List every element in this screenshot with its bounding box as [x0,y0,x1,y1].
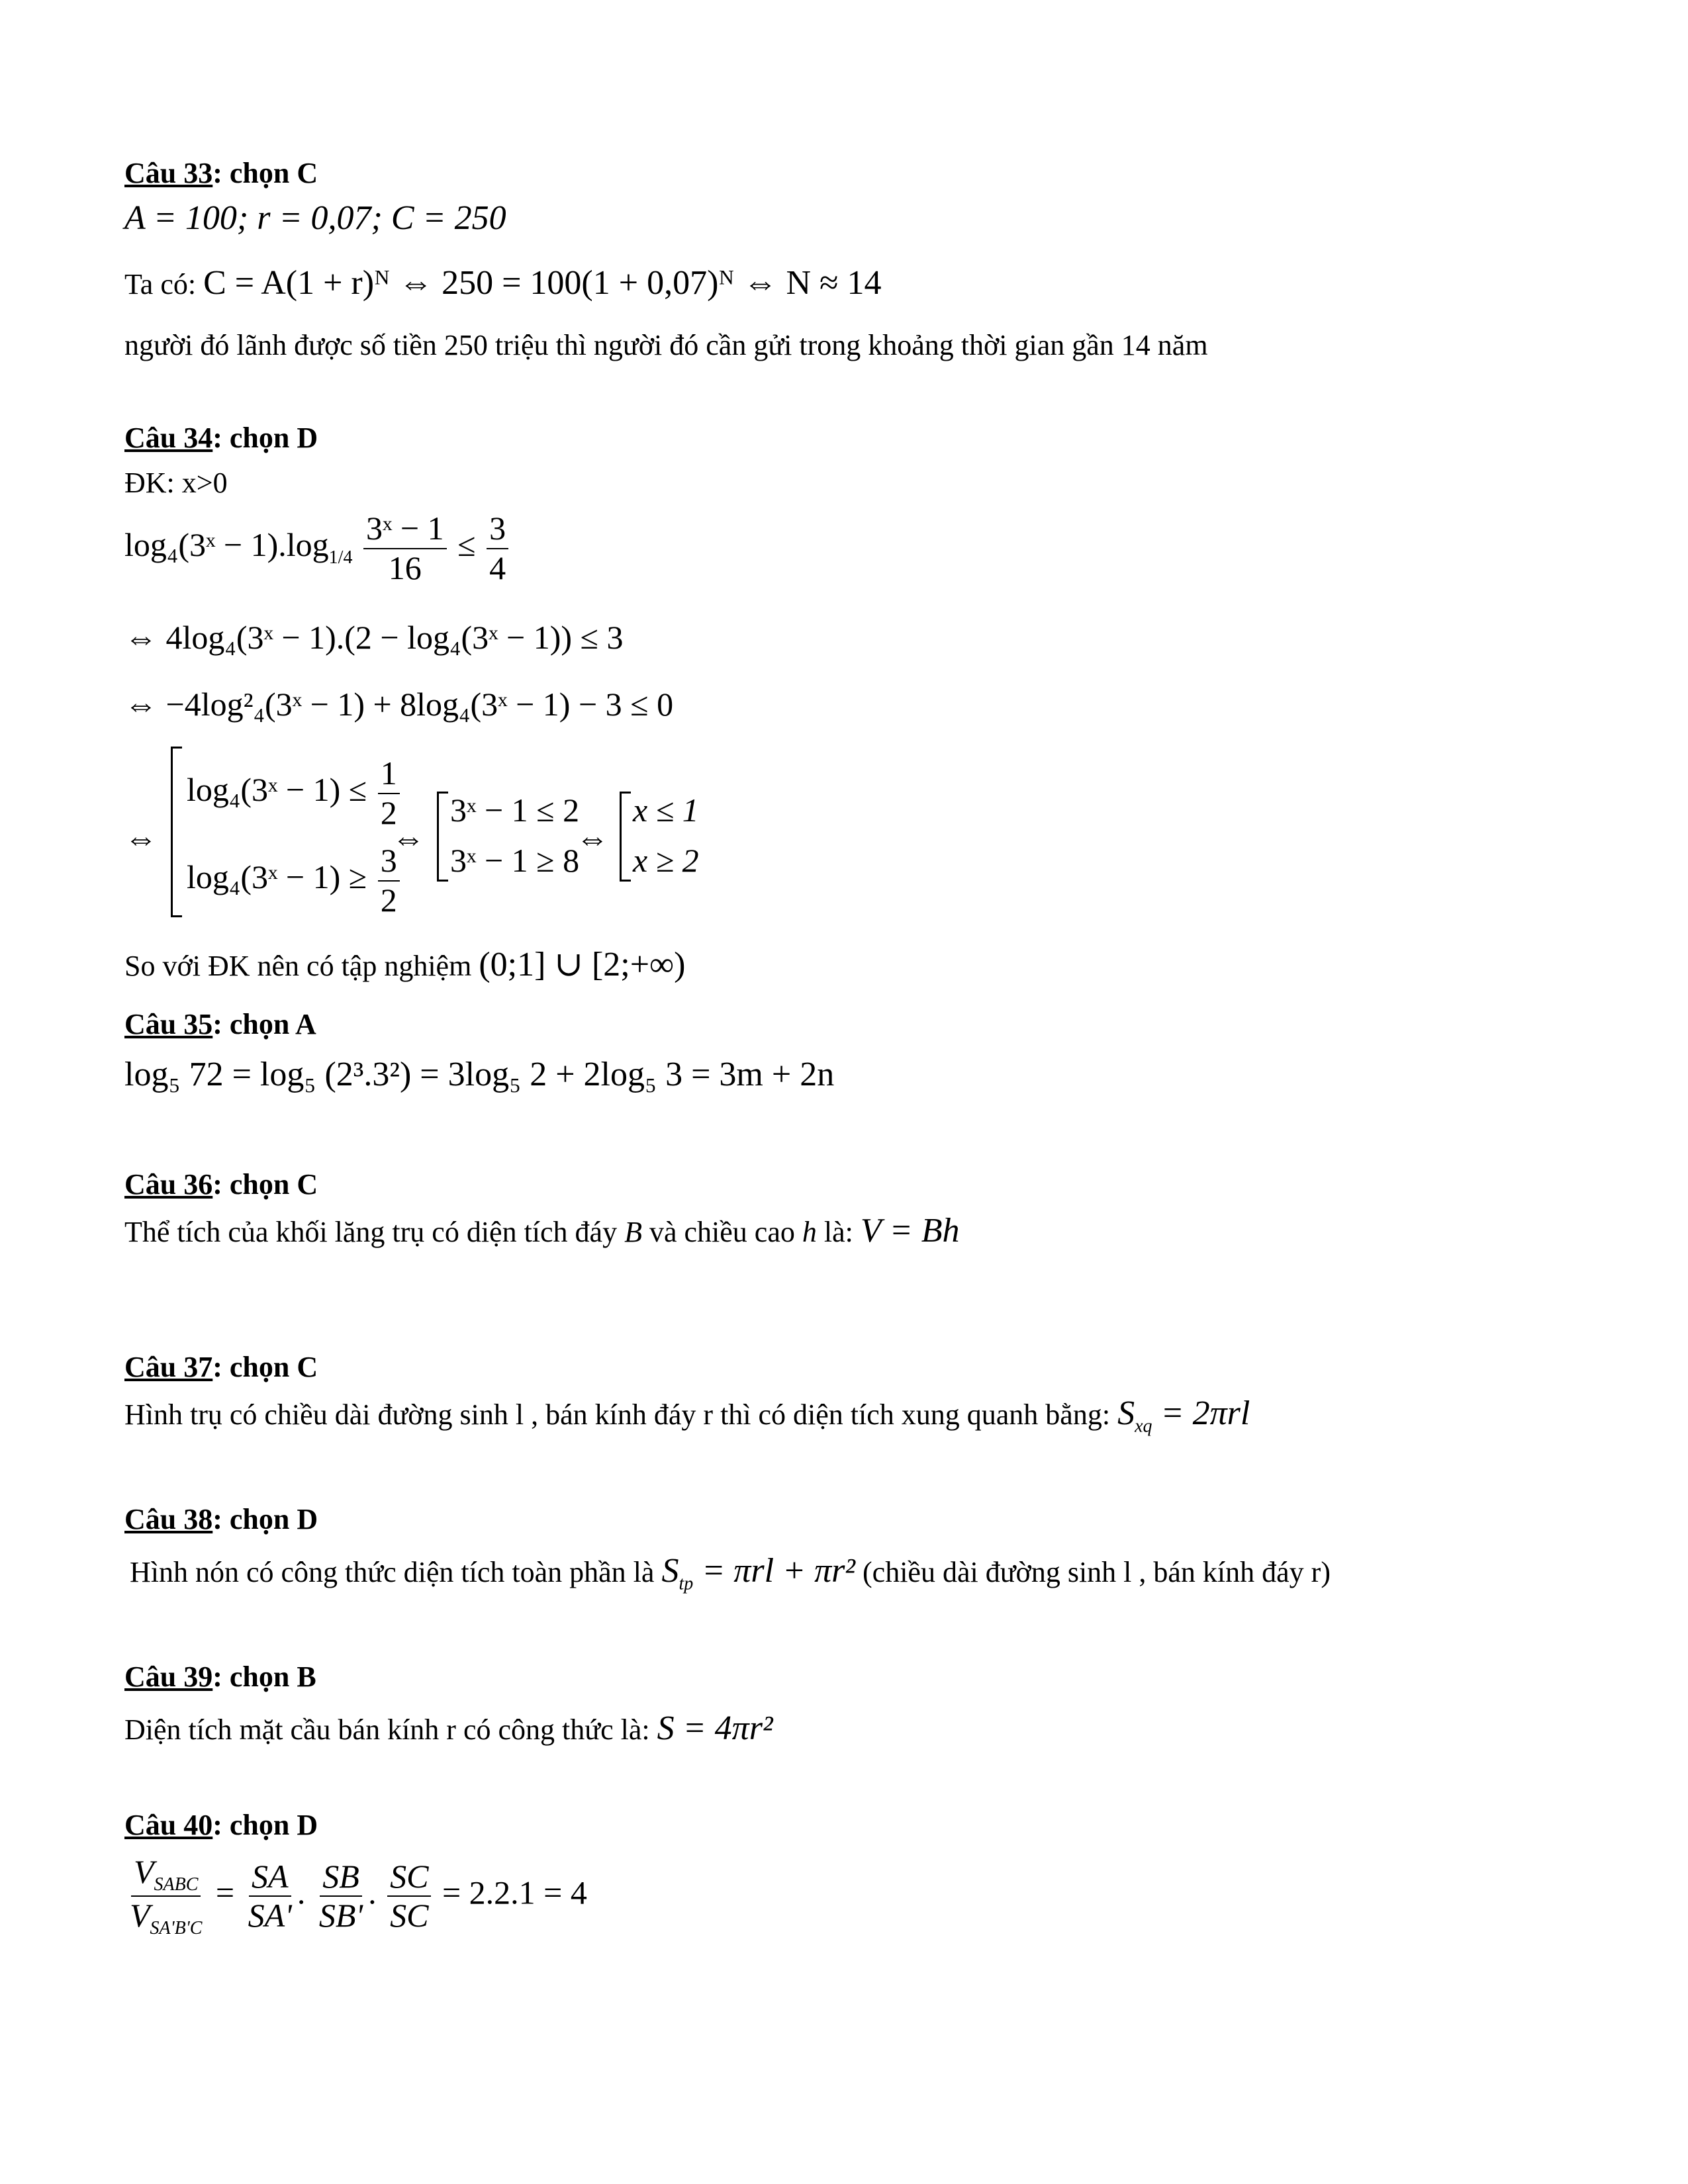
q40-v-num [131,1853,201,1897]
q40-f3-den: SC [390,1897,429,1934]
q38-heading [124,1502,318,1537]
q34-sys-a1-text: log₄(3ˣ − 1) ≤ [187,770,367,808]
q40-v-num-main: V [133,1853,154,1890]
q40-v-den-main: V [130,1897,150,1934]
q40-choice: : chọn D [212,1809,318,1841]
q34-solution-text: So với ĐK nên có tập nghiệm [124,950,472,982]
q34-sys-a2-text: log₄(3ˣ − 1) ≥ [187,858,367,895]
q40-f1-den: SA' [248,1897,292,1934]
q39-text: Diện tích mặt cầu bán kính r có công thức là: [124,1713,650,1746]
q34-le: ≤ [457,525,476,563]
q34-equiv-2: ⇔ [392,819,425,856]
q36-text-c: là: [816,1216,853,1248]
q35-formula: log₅ 72 = log₅ (2³.3²) = 3log₅ 2 + 2log₅ 3 = 3m + 2n [124,1056,835,1093]
q34-step2: ⇔ 4log₄(3ˣ − 1).(2 − log₄(3ˣ − 1)) ≤ 3 [124,619,624,656]
q40-frac3 [387,1858,431,1935]
q37-formula-s: S [1117,1394,1135,1432]
q34-heading [124,421,318,455]
q40-heading [124,1808,318,1843]
q34-equiv-3: ⇔ [576,819,609,856]
q38-formula-s: S [661,1552,679,1590]
q34-sys-c1: x ≤ 1 [633,792,699,829]
q37-formula [1117,1394,1250,1437]
q34-step1-left: log₄(3ˣ − 1).log [124,525,329,563]
q40-frac1 [246,1858,295,1935]
q40-volume-ratio [127,1853,205,1939]
q34-frac2-num: 3 [487,510,508,549]
q38-formula-rest: = πrl + πr² [702,1552,856,1590]
q39-choice: : chọn B [212,1661,316,1693]
q34-sys-a2 [187,842,402,919]
q34-solution [124,948,685,983]
q33-ta-co: Ta có: [124,268,197,300]
q40-f1-num: SA [249,1858,291,1897]
q33-choice: : chọn C [212,157,318,189]
q40-result: = 2.2.1 = 4 [442,1874,587,1911]
q34-frac1-num: 3ˣ − 1 [363,510,447,549]
q38-note: (chiều dài đường sinh l , bán kính đáy r) [863,1556,1331,1588]
q38-text-line [130,1554,1331,1601]
q38-formula-sub: tp [679,1573,694,1594]
q34-step1 [124,510,511,587]
q40-formula: $\frac{V_{SABC}}{V_{SA'B'C}}$ = $\frac{SA}{SA'}$ . $\frac{SB}{SB'}$ . $\frac{SC}{SC}$ = 2.2.1 = 4 [124,1853,587,1939]
q34-frac2-den: 4 [489,549,506,586]
q40-f2-den: SB' [318,1897,363,1934]
q36-label: Câu 36 [124,1168,213,1201]
q34-frac2 [487,510,508,587]
q34-solution-set: (0;1] ∪ [2;+∞) [479,946,686,983]
q35-label: Câu 35 [124,1008,213,1040]
q35-heading [124,1007,316,1042]
q34-step3: ⇔ −4log²₄(3ˣ − 1) + 8log₄(3ˣ − 1) − 3 ≤ 0 [124,686,674,723]
q38-formula [661,1552,856,1594]
q36-heading [124,1167,318,1202]
q33-label: Câu 33 [124,157,213,189]
q39-heading [124,1660,316,1694]
q37-choice: : chọn C [212,1351,318,1383]
q40-v-den [127,1897,205,1939]
q40-f2-num: SB [320,1858,362,1897]
q34-sys-a1-den: 2 [380,794,397,831]
q36-text-b: và chiều cao [641,1216,802,1248]
q38-choice: : chọn D [212,1503,318,1535]
q34-bracket-2 [437,792,448,882]
q33-heading [124,156,318,191]
q37-formula-sub: xq [1135,1416,1152,1437]
q37-heading [124,1350,318,1385]
q33-given: A = 100; r = 0,07; C = 250 [124,199,506,237]
q34-label: Câu 34 [124,422,213,454]
q36-formula: V = Bh [860,1212,960,1250]
q34-condition: ĐK: x>0 [124,467,228,499]
q34-frac1 [363,510,447,587]
q34-choice: : chọn D [212,422,318,454]
q34-frac1-den: 16 [388,549,422,586]
q37-formula-rest: = 2πrl [1160,1394,1250,1432]
q35-choice: : chọn A [212,1008,316,1040]
q40-v-num-sub: SABC [154,1874,199,1895]
q33-formula: C = A(1 + r)ᴺ ⇔ 250 = 100(1 + 0,07)ᴺ ⇔ N ≈ 14 [203,264,882,302]
q33-conclusion: người đó lãnh được số tiền 250 triệu thì người đó cần gửi trong khoảng thời gian gần 14 năm [124,329,1208,361]
q37-text-line [124,1396,1250,1443]
q37-text: Hình trụ có chiều dài đường sinh l , bán kính đáy r thì có diện tích xung quanh bằng: [124,1398,1111,1431]
q36-choice: : chọn C [212,1168,318,1201]
q40-frac2 [316,1858,365,1935]
q34-sys-b1: 3ˣ − 1 ≤ 2 [450,792,580,829]
q34-bracket-1 [171,747,182,917]
q34-sys-a1-num: 1 [378,754,400,794]
q36-var-h: h [802,1216,817,1248]
q36-text-a: Thể tích của khối lăng trụ có diện tích đáy [124,1216,625,1248]
q34-bracket-3 [620,792,631,882]
q34-sys-a1 [187,754,402,832]
q39-label: Câu 39 [124,1661,213,1693]
q33-formula-line [124,266,882,302]
q34-sys-a2-num: 3 [378,842,400,882]
q34-equiv-1: ⇔ [124,819,158,856]
q34-sys-b2: 3ˣ − 1 ≥ 8 [450,842,580,879]
q40-label: Câu 40 [124,1809,213,1841]
q40-v-den-sub: SA'B'C [150,1918,203,1939]
q40-f3-num: SC [387,1858,431,1897]
q38-label: Câu 38 [124,1503,213,1535]
q39-text-line [124,1711,773,1747]
q34-sys-c2: x ≥ 2 [633,842,699,879]
q39-formula: S = 4πr² [657,1709,773,1747]
q36-var-b: B [624,1216,642,1248]
q36-text [124,1214,960,1250]
q34-step1-base: 1/4 [328,547,353,568]
q37-label: Câu 37 [124,1351,213,1383]
q38-text: Hình nón có công thức diện tích toàn phần là [130,1556,655,1588]
q34-sys-a2-den: 2 [380,881,397,919]
